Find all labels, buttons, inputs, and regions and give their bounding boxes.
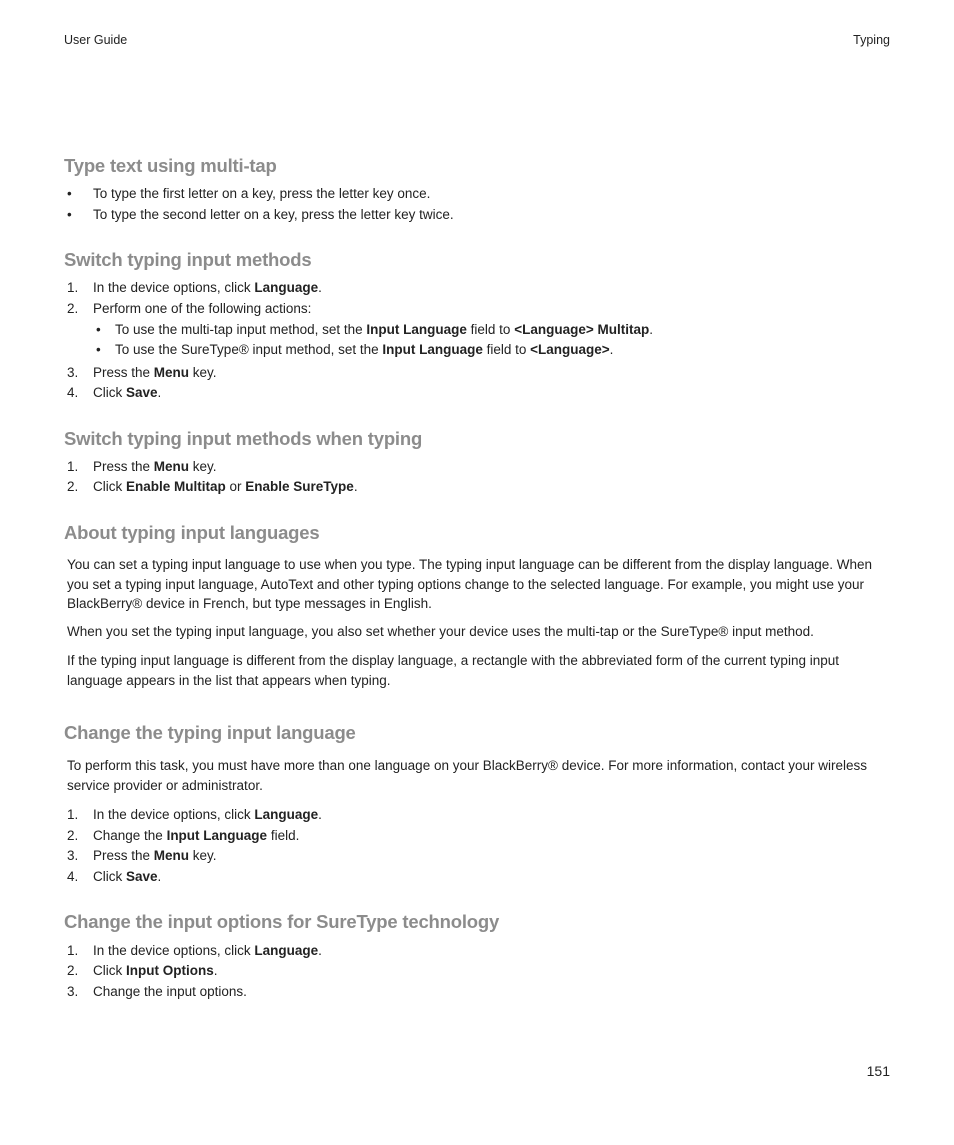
paragraph: To perform this task, you must have more than one language on your BlackBerry® device. For more information, contact your wireless service provider or administrator. xyxy=(67,758,868,793)
list-item: Press the Menu key. xyxy=(93,459,217,474)
list-item: Click Input Options. xyxy=(93,963,218,978)
paragraph: When you set the typing input language, you also set whether your device uses the multi-tap or the SureType® input method. xyxy=(67,624,814,639)
page-number: 151 xyxy=(866,1063,890,1079)
step-number: 4. xyxy=(67,385,79,400)
section-title-switch-when-typing: Switch typing input methods when typing xyxy=(64,428,423,449)
step-number: 4. xyxy=(67,869,79,884)
step-number: 1. xyxy=(67,459,79,474)
list-item: In the device options, click Language. xyxy=(93,807,322,822)
section-title-suretype-options: Change the input options for SureType technology xyxy=(64,911,500,932)
running-header-left: User Guide xyxy=(64,33,128,47)
step-number: 1. xyxy=(67,943,79,958)
section-title-change-language: Change the typing input language xyxy=(64,722,356,743)
bullet: • xyxy=(67,186,72,201)
list-item: To type the first letter on a key, press the letter key once. xyxy=(93,186,431,201)
step-number: 2. xyxy=(67,963,79,978)
list-item: Press the Menu key. xyxy=(93,848,217,863)
list-item: To type the second letter on a key, press the letter key twice. xyxy=(93,207,454,222)
bullet: • xyxy=(67,207,72,222)
step-number: 2. xyxy=(67,479,79,494)
paragraph: You can set a typing input language to use when you type. The typing input language can be different from the display language. When you set a typing input language, AutoText and other typing options change to the selected language. For example, you might use your BlackBerry® device in French, but type messages in English. xyxy=(67,557,873,611)
list-item: Perform one of the following actions: xyxy=(93,301,312,316)
bullet: • xyxy=(96,322,101,337)
step-number: 3. xyxy=(67,365,79,380)
list-item: In the device options, click Language. xyxy=(93,280,322,295)
step-number: 1. xyxy=(67,280,79,295)
section-title-multitap: Type text using multi-tap xyxy=(64,155,277,176)
step-number: 3. xyxy=(67,984,79,999)
step-number: 3. xyxy=(67,848,79,863)
list-item: Click Save. xyxy=(93,385,162,400)
section-title-about-languages: About typing input languages xyxy=(64,522,320,543)
step-number: 2. xyxy=(67,301,79,316)
section-title-switch-methods: Switch typing input methods xyxy=(64,249,312,270)
list-item: Press the Menu key. xyxy=(93,365,217,380)
list-item: In the device options, click Language. xyxy=(93,943,322,958)
list-item: Click Save. xyxy=(93,869,162,884)
step-number: 1. xyxy=(67,807,79,822)
list-item: Click Enable Multitap or Enable SureType. xyxy=(93,479,358,494)
list-item: Change the input options. xyxy=(93,984,247,999)
step-number: 2. xyxy=(67,828,79,843)
paragraph: If the typing input language is different from the display language, a rectangle with the abbreviated form of the current typing input language appears in the list that appears when typing. xyxy=(67,653,839,688)
list-item: To use the SureType® input method, set the Input Language field to <Language>. xyxy=(115,342,614,357)
bullet: • xyxy=(96,342,101,357)
list-item: To use the multi-tap input method, set the Input Language field to <Language> Multitap. xyxy=(115,322,653,337)
list-item: Change the Input Language field. xyxy=(93,828,300,843)
running-header-right: Typing xyxy=(853,33,890,47)
